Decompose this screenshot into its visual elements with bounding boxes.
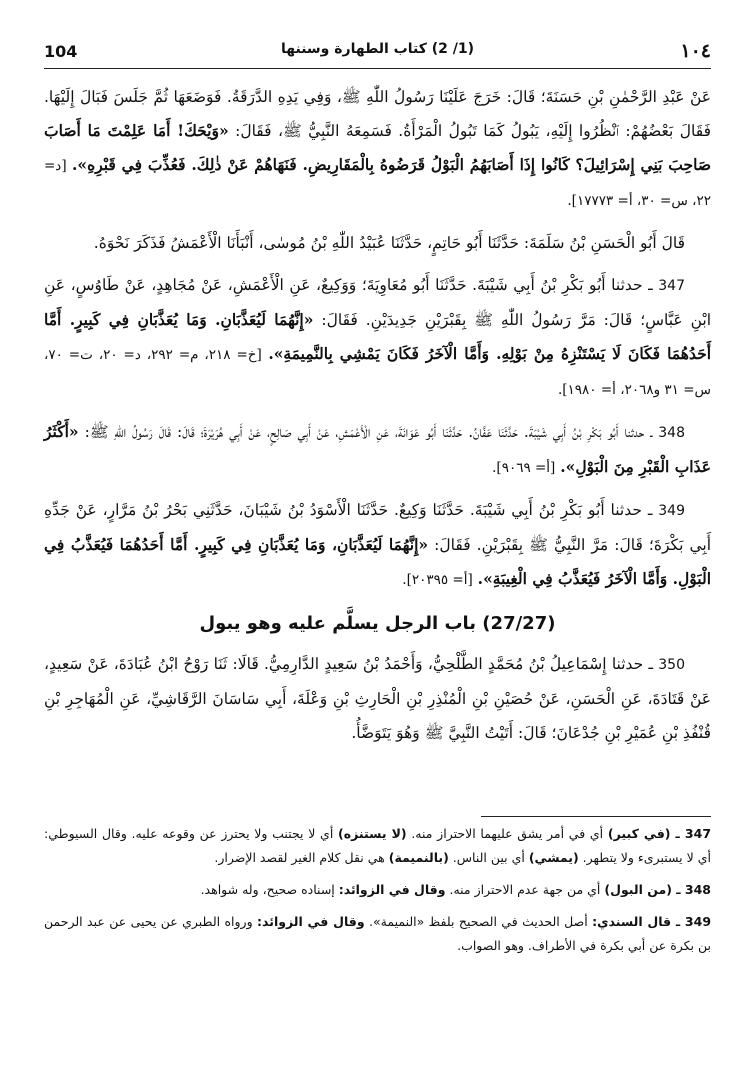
footnote-348 [44, 878, 711, 902]
prophetic-saying: «إِنَّهُمَا لَيُعَذَّبَانِ، وَمَا يُعَذَّبَانِ فِي كَبِيرٍ. أَمَّا أَحَدُهُمَا فَيُعَذَّبُ فِي الْبَوْلِ. وَأَمَّا الْآخَرُ فَيُعَذَّبُ فِي الْغِيبَةِ». [44, 535, 711, 588]
prophetic-saying: «وَيْحَكَ! أَمَا عَلِمْتَ مَا أَصَابَ صَاحِبَ بَنِي إِسْرَائِيلَ؟ كَانُوا إِذَا أَصَابَهُمُ الْبَوْلُ قَرَضُوهُ بِالْمَقَارِيضِ. فَنَهَاهُمْ عَنْ ذٰلِكَ. فَعُذِّبَ فِي قَبْرِهِ». [44, 121, 711, 174]
page-header [44, 38, 711, 69]
main-text [44, 80, 711, 758]
running-title: (1/ 2) كتاب الطهارة وسننها [280, 41, 475, 57]
hadith-348 [44, 415, 711, 485]
footnote-term: (لا يستنزه) [338, 826, 407, 841]
footnote-text: هي نقل كلام الغير لقصد الإضرار. [214, 850, 389, 865]
footnote-text: أي لا يجتنب ولا يحترز عن وقوعه عليه. وقال السيوطي: أي لا يستبرىء ولا يتطهر. [44, 826, 711, 865]
hadith-number: 347 [658, 278, 685, 294]
footnotes [44, 822, 711, 966]
prophetic-saying: «أَكْثَرُ عَذَابِ الْقَبْرِ مِنَ الْبَوْلِ». [44, 422, 711, 476]
footnote-text: ورواه الطبري عن يحيى عن عبد الرحمن بن بكرة عن أبي بكرة في الأطراف. وهو الصواب. [44, 914, 711, 953]
cross-reference: [د= ٢٢، س= ٣٠، أ= ١٧٧٧٣]. [44, 158, 711, 209]
hadith-chain-note [44, 226, 711, 260]
hadith-349 [44, 493, 711, 597]
footnote-text: أي من جهة عدم الاحتراز منه. [445, 882, 605, 897]
page-number-arabic: ١٠٤ [680, 40, 711, 62]
prophetic-saying: «إِنَّهُمَا لَيُعَذَّبَانِ. وَمَا يُعَذَّبَانِ فِي كَبِيرٍ. أَمَّا أَحَدُهُمَا فَكَانَ لَا يَسْتَنْزِهُ مِنْ بَوْلِهِ. وَأَمَّا الْآخَرُ فَكَانَ يَمْشِي بِالنَّمِيمَةِ». [44, 310, 711, 363]
narration-text: ـ حدثنا أَبُو بَكْرِ بْنُ أَبِي شَيْبَةَ. حَدَّثَنَا أَبُو مُعَاوِيَةَ؛ وَوَكِيعٌ، عَنِ الْأَعْمَشِ، عَنْ مُجَاهِدٍ، عَنْ طَاوُسٍ، عَنِ ابْنِ عَبَّاسٍ؛ قَالَ: مَرَّ رَسُولُ اللّٰهِ ﷺ بِقَبْرَيْنِ جَدِيدَيْنِ. فَقَالَ: [44, 276, 712, 329]
hadith-number: 348 [658, 425, 685, 441]
cross-reference: [أ= ٢٠٣٩٥]. [402, 572, 473, 588]
footnote-term: وقال في الزوائد: [257, 914, 365, 929]
footnote-text: أي بين الناس. [448, 850, 529, 865]
footnote-label: 347 ـ (في كبير) [607, 826, 712, 841]
hadith-continuation [44, 80, 711, 218]
footnote-term: (بالنميمة) [388, 850, 449, 865]
footnote-text: أي في أمر يشق عليهما الاحتراز منه. [406, 826, 608, 841]
footnote-text: أصل الحديث في الصحيح بلفظ «النميمة». [364, 914, 593, 929]
footnote-label: 349 ـ قال السندي: [592, 914, 712, 929]
cross-reference: [خ= ٢١٨، م= ٢٩٢، د= ٢٠، ت= ٧٠، س= ٣١ و٢٠٦٨، أ= ١٩٨٠]. [44, 347, 711, 398]
cross-reference: [أ= ٩٠٦٩]. [492, 460, 556, 476]
narration-text: ـ حدثنا أَبُو بَكْرِ بْنُ أَبِي شَيْبَةَ. حَدَّثَنَا وَكِيعٌ. حَدَّثَنَا الْأَسْوَدُ بْنُ شَيْبَانَ، حَدَّثَنِي بَحْرُ بْنُ مَرَّارٍ، عَنْ جَدِّهِ أَبِي بَكْرَةَ؛ قَالَ: مَرَّ النَّبِيُّ ﷺ بِقَبْرَيْنِ. فَقَالَ: [44, 501, 711, 554]
narration-text: عَنْ عَبْدِ الرَّحْمٰنِ بْنِ حَسَنَةَ؛ قَالَ: خَرَجَ عَلَيْنَا رَسُولُ اللّٰهِ ﷺ، وَفِي يَدِهِ الدَّرَقَةُ. فَوَضَعَهَا ثُمَّ جَلَسَ فَبَالَ إِلَيْهَا. فَقَالَ بَعْضُهُمْ: ٱنْظُرُوا إِلَيْهِ، يَبُولُ كَمَا تَبُولُ الْمَرْأَةُ. فَسَمِعَهُ النَّبِيُّ ﷺ، فَقَالَ: [44, 88, 711, 140]
footnote-text: إسناده صحيح، وله شواهد. [200, 882, 339, 897]
footnote-label: 348 ـ (من البول) [604, 882, 711, 897]
hadith-347 [44, 268, 711, 407]
footnote-term: (يمشي) [528, 850, 579, 865]
footnote-term: وقال في الزوائد: [338, 882, 446, 897]
narration-text: قَالَ أَبُو الْحَسَنِ بْنُ سَلَمَةَ: حَدَّثَنَا أَبُو حَاتِمٍ، حَدَّثَنَا عُبَيْدُ اللّٰهِ بْنُ مُوسٰى، أَنْبَأَنَا الْأَعْمَشُ فَذَكَرَ نَحْوَهُ. [93, 234, 685, 252]
footnote-divider [481, 816, 711, 817]
hadith-number: 349 [658, 503, 685, 519]
narration-text: ـ حدثنا أَبُو بَكْرِ بْنُ أَبِي شَيْبَةَ. حَدَّثَنَا عَفَّانُ. حَدَّثَنَا أَبُو عَوَانَةَ، عَنِ الْأَعْمَشِ، عَنْ أَبِي صَالِحٍ، عَنْ أَبِي هُرَيْرَةَ؛ قَالَ: قَالَ رَسُولُ اللّٰهِ ﷺ: [84, 423, 659, 441]
chapter-title: (27/27) باب الرجل يسلَّم عليه وهو يبول [199, 613, 556, 634]
footnote-347 [44, 822, 711, 870]
hadith-350 [44, 647, 711, 750]
page-number-latin: 104 [44, 42, 78, 61]
footnote-349 [44, 910, 711, 958]
narration-text: ـ حدثنا إِسْمَاعِيلُ بْنُ مُحَمَّدٍ الطَّلْحِيُّ، وَأَحْمَدُ بْنُ سَعِيدٍ الدَّارِمِيُّ. قَالَا: ثَنَا رَوْحُ ابْنُ عُبَادَةَ، عَنْ سَعِيدٍ، عَنْ قَتَادَةَ، عَنِ الْحَسَنِ، عَنْ حُصَيْنِ بْنِ الْمُنْذِرِ بْنِ الْحَارِثِ بْنِ وَعْلَةَ، أَبِي سَاسَانَ الرَّقَاشِيِّ، عَنِ الْمُهَاجِرِ بْنِ قُنْفُذِ بْنِ عُمَيْرِ بْنِ جُدْعَانَ؛ قَالَ: أَتَيْتُ النَّبِيَّ ﷺ وَهُوَ يَتَوَضَّأُ. [44, 655, 711, 742]
hadith-number: 350 [658, 657, 685, 673]
